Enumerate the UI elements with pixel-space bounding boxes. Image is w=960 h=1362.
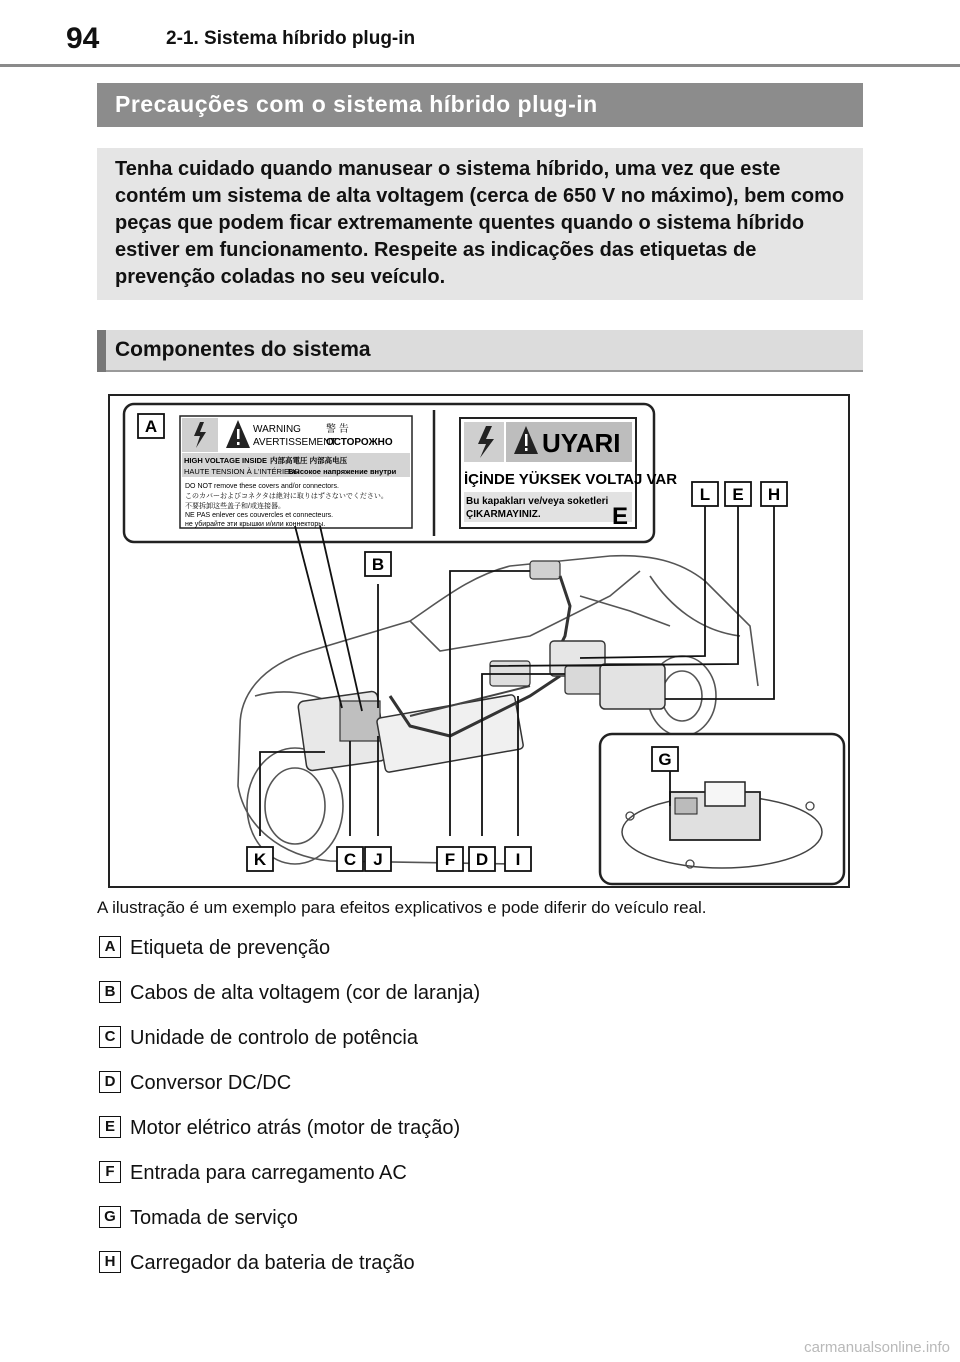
vehicle-illustration <box>110 396 850 888</box>
callout-g: G <box>658 750 672 769</box>
section-title: Precauções com o sistema híbrido plug-in <box>115 91 598 117</box>
letter-badge: H <box>99 1251 121 1273</box>
callout-k: K <box>253 850 267 869</box>
callout-a: A <box>144 417 158 436</box>
callout-e-label: E <box>611 503 629 530</box>
figure-caption: A ilustração é um exemplo para efeitos explicativos e pode diferir do veículo real. <box>97 898 707 917</box>
list-item <box>97 1204 857 1249</box>
component-text: Tomada de serviço <box>130 1207 298 1229</box>
subsection-title-bar <box>97 330 863 372</box>
component-text: Entrada para carregamento AC <box>130 1162 407 1184</box>
label-text: このカバーおよびコネクタは絶対に取りはずさないでください。 <box>185 493 388 500</box>
callout-j: J <box>373 850 383 869</box>
label-text: Высокое напряжение внутри <box>288 467 397 476</box>
subsection-accent <box>97 330 106 372</box>
callout-f: F <box>444 850 456 869</box>
letter-badge: B <box>99 981 121 1003</box>
label-text: DO NOT remove these covers and/or connectors. <box>185 483 339 490</box>
chapter-title: 2-1. Sistema híbrido plug-in <box>166 28 416 49</box>
list-item <box>97 1069 857 1114</box>
page-header <box>0 0 960 66</box>
subsection-title: Componentes do sistema <box>115 338 371 361</box>
service-plug-inset <box>600 734 844 884</box>
callout-i: I <box>515 850 521 869</box>
watermark: carmanualsonline.info <box>804 1339 950 1356</box>
letter-badge: F <box>99 1161 121 1183</box>
label-text: Bu kapakları ve/veya soketleri <box>466 496 609 507</box>
letter-badge: A <box>99 936 121 958</box>
list-item <box>97 979 857 1024</box>
component-text: Unidade de controlo de potência <box>130 1027 418 1049</box>
label-text: HAUTE TENSION À L'INTÉRIEUR <box>184 467 300 476</box>
letter-badge: G <box>99 1206 121 1228</box>
label-text: 警 告 <box>326 424 349 435</box>
component-text: Etiqueta de prevenção <box>130 937 331 959</box>
label-text: AVERTISSEMENT <box>253 437 337 448</box>
components-list <box>97 934 857 1294</box>
label-text: ÇIKARMAYINIZ. <box>466 509 541 520</box>
callout-b: B <box>371 555 385 574</box>
component-text: Cabos de alta voltagem (cor de laranja) <box>130 982 481 1004</box>
list-item <box>97 1159 857 1204</box>
letter-badge: E <box>99 1116 121 1138</box>
components-figure <box>108 394 850 888</box>
warning-label-left <box>180 416 412 528</box>
label-text: WARNING <box>253 424 301 435</box>
list-item <box>97 934 857 979</box>
label-text: HIGH VOLTAGE INSIDE <box>184 456 268 465</box>
page-number: 94 <box>66 22 100 55</box>
callout-c: C <box>343 850 357 869</box>
section-title-bar <box>97 83 863 127</box>
callout-d: D <box>475 850 489 869</box>
label-text: 不要拆卸这些盖子和/或连接器。 <box>185 503 285 510</box>
callout-l: L <box>699 485 711 504</box>
component-text: Carregador da bateria de tração <box>130 1252 415 1274</box>
label-text: NE PAS enlever ces couvercles et connecteurs. <box>185 512 334 519</box>
uyari-text: UYARI <box>542 428 621 458</box>
label-text: ОСТОРОЖНО <box>326 437 393 448</box>
callout-e: E <box>732 485 744 504</box>
label-text: 内部高電圧 内部高电压 <box>270 456 348 465</box>
letter-badge: C <box>99 1026 121 1048</box>
list-item <box>97 1114 857 1159</box>
header-rule <box>0 64 960 67</box>
label-text: İÇİNDE YÜKSEK VOLTAJ VAR <box>464 471 678 488</box>
intro-text: Tenha cuidado quando manusear o sistema híbrido, uma vez que este contém um sistema de alta voltagem (cerca de 650 V no máximo), bem como peças que podem ficar extremamente quentes quando o sistema híbrido estiver em funcionamento. Respeite as indicações das etiquetas de prevenção coladas no seu veículo. <box>115 158 845 288</box>
letter-badge: D <box>99 1071 121 1093</box>
component-text: Conversor DC/DC <box>130 1072 292 1094</box>
label-text: не убирайте эти крышки и/или коннекторы. <box>185 521 326 528</box>
component-text: Motor elétrico atrás (motor de tração) <box>130 1117 461 1139</box>
list-item <box>97 1024 857 1069</box>
intro-box <box>97 148 863 300</box>
callout-h: H <box>767 485 781 504</box>
list-item <box>97 1249 857 1294</box>
